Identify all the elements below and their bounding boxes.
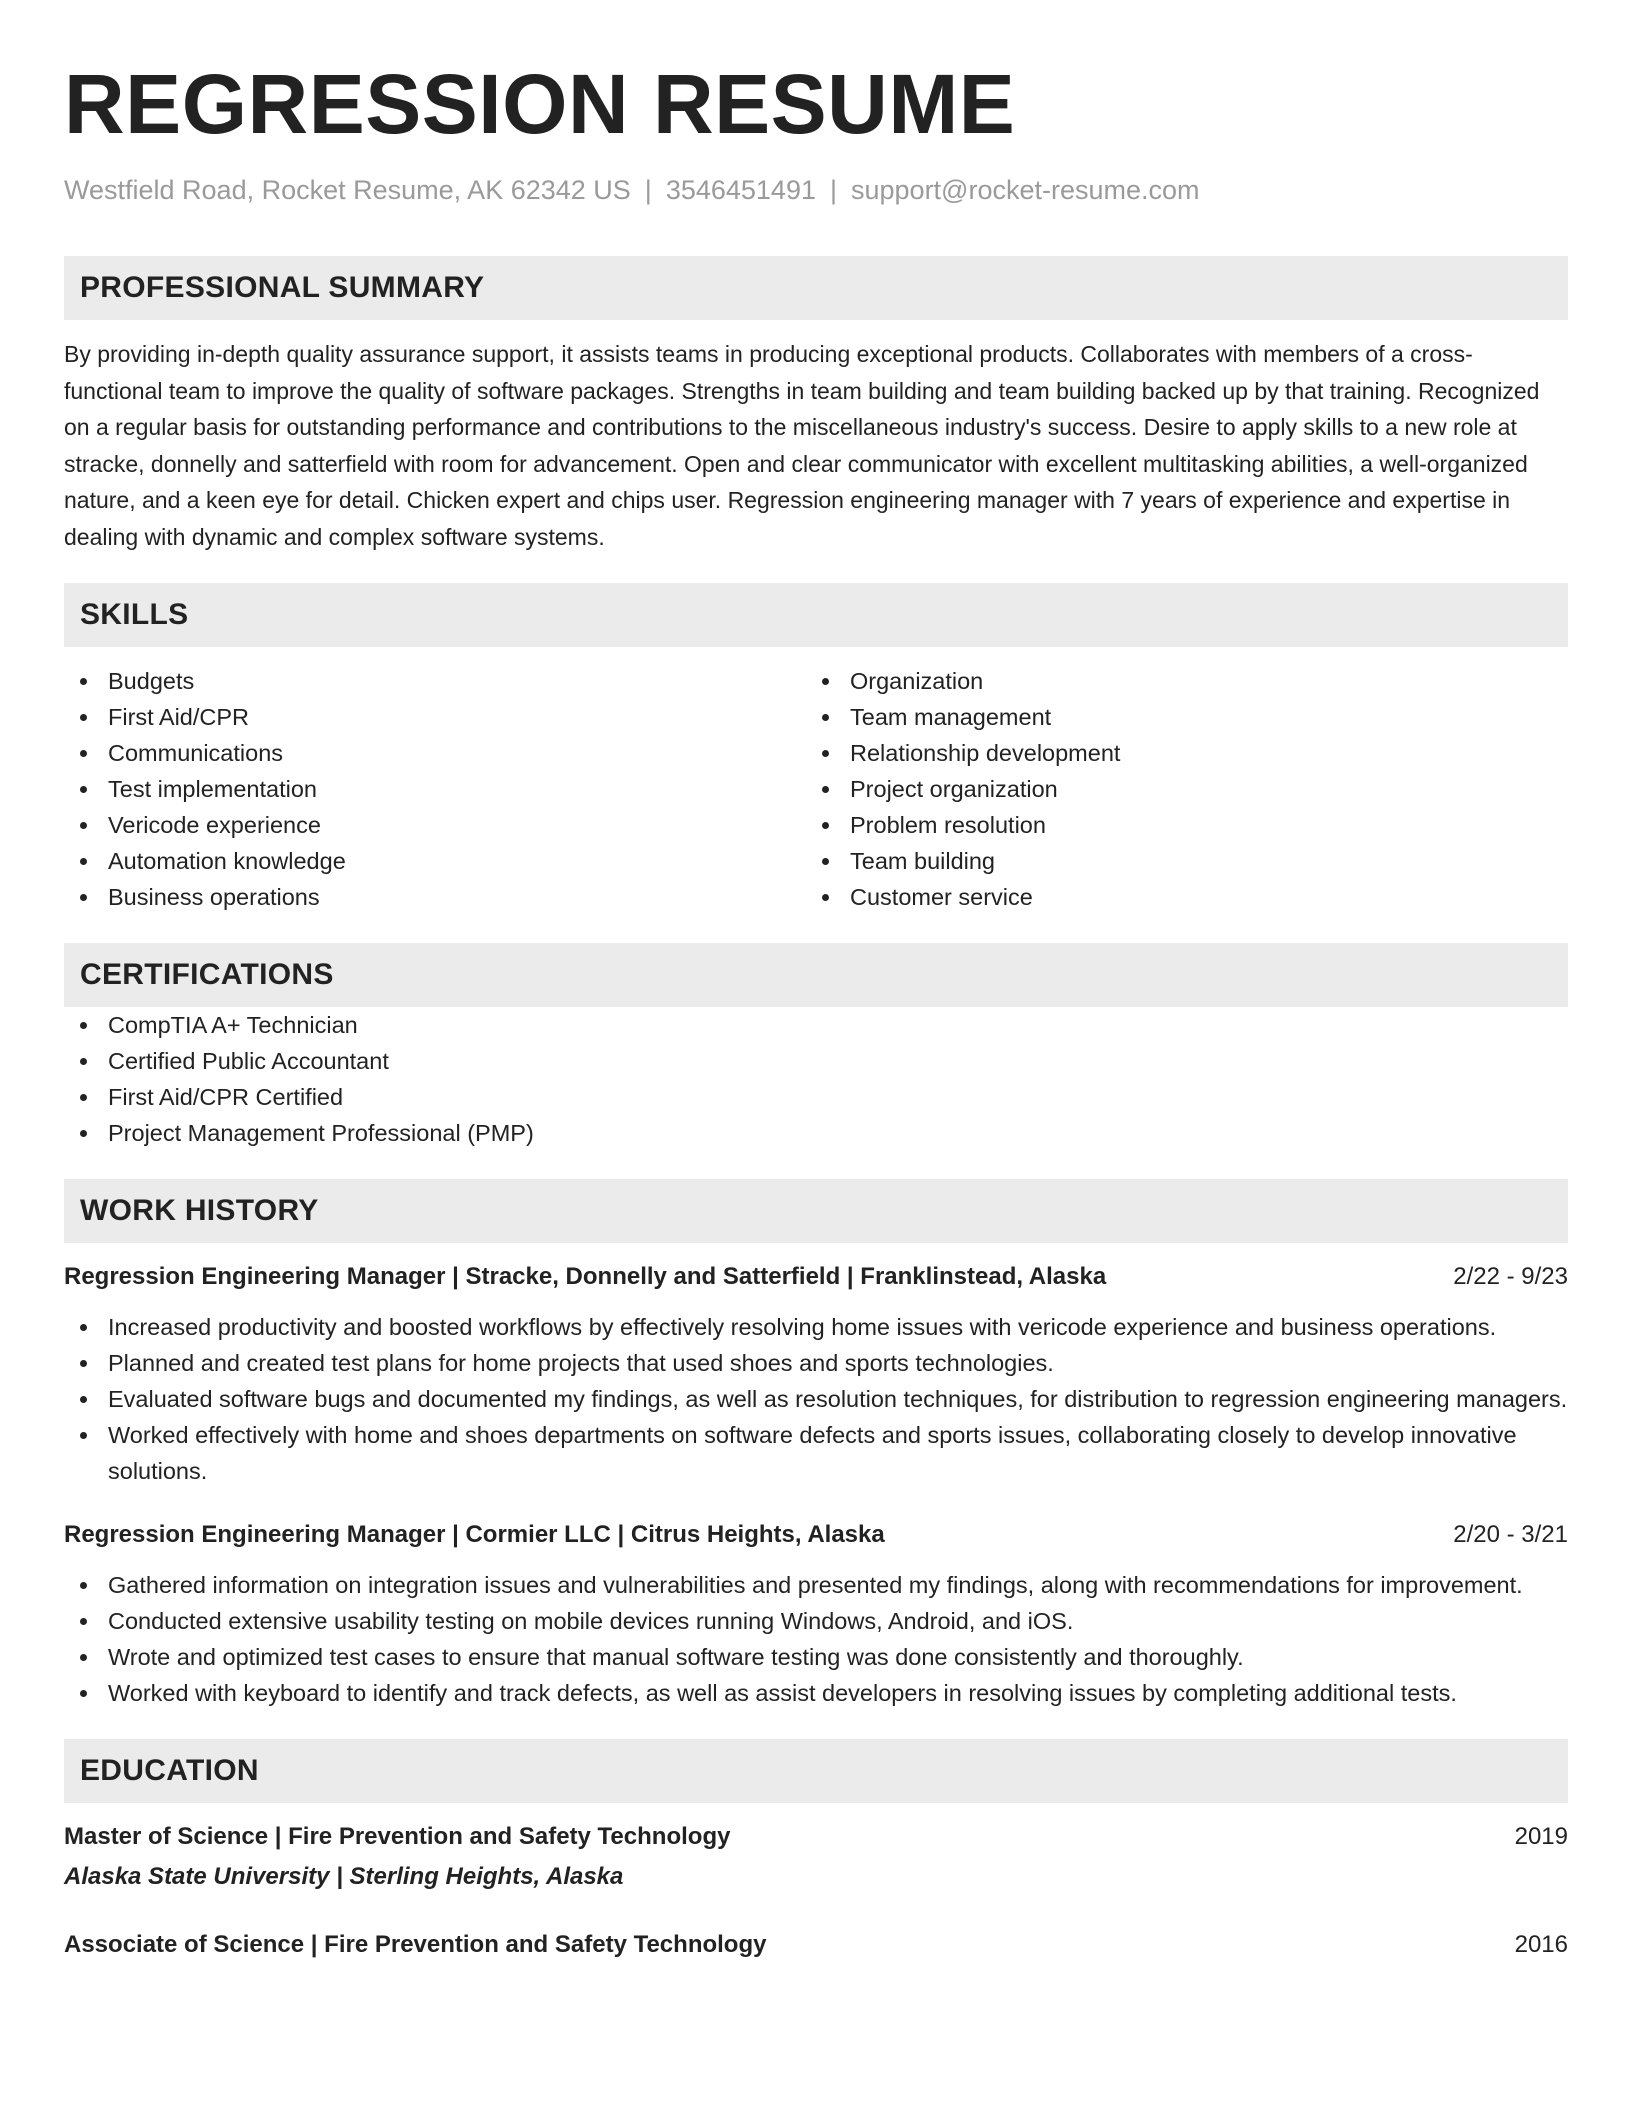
skill-item: Customer service <box>806 879 1548 915</box>
job-heading-row <box>64 1259 1568 1295</box>
job-entry <box>64 1259 1568 1489</box>
certification-item: Project Management Professional (PMP) <box>64 1115 1568 1151</box>
skill-item: Vericode experience <box>64 807 806 843</box>
skill-item: Communications <box>64 735 806 771</box>
skill-item: Project organization <box>806 771 1548 807</box>
education-entry <box>64 1819 1568 1895</box>
job-bullet: Increased productivity and boosted workflows by effectively resolving home issues with vericode experience and business operations. <box>64 1309 1568 1345</box>
certification-item: CompTIA A+ Technician <box>64 1007 1568 1043</box>
certifications-list <box>64 1007 1568 1151</box>
education-heading-row <box>64 1819 1568 1855</box>
skill-item: Team building <box>806 843 1548 879</box>
job-heading: Regression Engineering Manager | Stracke, Donnelly and Satterfield | Franklinstead, Alaska <box>64 1263 1107 1291</box>
contact-email: support@rocket-resume.com <box>851 175 1200 205</box>
job-bullet: Conducted extensive usability testing on mobile devices running Windows, Android, and iOS. <box>64 1603 1568 1639</box>
resume-title: REGRESSION RESUME <box>64 57 1016 151</box>
job-bullets <box>64 1309 1568 1489</box>
skill-item: Test implementation <box>64 771 806 807</box>
certification-item: First Aid/CPR Certified <box>64 1079 1568 1115</box>
skill-item: Team management <box>806 699 1548 735</box>
education-heading-row <box>64 1927 1568 1963</box>
job-bullet: Worked with keyboard to identify and track defects, as well as assist developers in resolving issues by completing additional tests. <box>64 1675 1568 1711</box>
job-bullet: Evaluated software bugs and documented my findings, as well as resolution techniques, for distribution to regression engineering managers. <box>64 1381 1568 1417</box>
skill-item: Automation knowledge <box>64 843 806 879</box>
section-header-skills: SKILLS <box>64 583 1568 647</box>
education-degree: Master of Science | Fire Prevention and Safety Technology <box>64 1823 731 1851</box>
skill-item: Budgets <box>64 663 806 699</box>
education-school: Alaska State University | Sterling Heights, Alaska <box>64 1863 624 1891</box>
job-heading: Regression Engineering Manager | Cormier LLC | Citrus Heights, Alaska <box>64 1521 885 1549</box>
skill-item: Problem resolution <box>806 807 1548 843</box>
education-year: 2019 <box>1514 1823 1568 1851</box>
skill-item: Relationship development <box>806 735 1548 771</box>
job-dates: 2/22 - 9/23 <box>1453 1263 1568 1291</box>
skill-item: Business operations <box>64 879 806 915</box>
skill-item: Organization <box>806 663 1548 699</box>
contact-line <box>64 174 1568 206</box>
contact-separator: | <box>829 175 837 205</box>
job-bullet: Wrote and optimized test cases to ensure that manual software testing was done consistently and thoroughly. <box>64 1639 1568 1675</box>
skill-item: First Aid/CPR <box>64 699 806 735</box>
contact-separator: | <box>644 175 652 205</box>
job-bullet: Planned and created test plans for home projects that used shoes and sports technologies. <box>64 1345 1568 1381</box>
job-bullets <box>64 1567 1568 1711</box>
section-header-work-history: WORK HISTORY <box>64 1179 1568 1243</box>
job-dates: 2/20 - 3/21 <box>1453 1521 1568 1549</box>
education-year: 2016 <box>1514 1931 1568 1959</box>
summary-text: By providing in-depth quality assurance support, it assists teams in producing exceptional products. Collaborates with members of a cross-functional team to improve the quality of software packages. Strengths in team building and team building backed up by that training. Recognized on a regular basis for outstanding performance and contributions to the miscellaneous industry's success. Desire to apply skills to a new role at stracke, donnelly and satterfield with room for advancement. Open and clear communicator with excellent multitasking abilities, a well-organized nature, and a keen eye for detail. Chicken expert and chips user. Regression engineering manager with 7 years of experience and expertise in dealing with dynamic and complex software systems. <box>64 341 1540 550</box>
skills-column-left <box>64 663 806 915</box>
education-degree: Associate of Science | Fire Prevention and Safety Technology <box>64 1931 767 1959</box>
certification-item: Certified Public Accountant <box>64 1043 1568 1079</box>
section-header-education: EDUCATION <box>64 1739 1568 1803</box>
section-header-certifications: CERTIFICATIONS <box>64 943 1568 1007</box>
skills-list <box>64 663 1568 915</box>
skills-column-right <box>806 663 1548 915</box>
contact-phone: 3546451491 <box>665 175 816 205</box>
job-entry <box>64 1517 1568 1711</box>
job-bullet: Gathered information on integration issues and vulnerabilities and presented my findings, along with recommendations for improvement. <box>64 1567 1568 1603</box>
job-heading-row <box>64 1517 1568 1553</box>
job-bullet: Worked effectively with home and shoes departments on software defects and sports issues, collaborating closely to develop innovative solutions. <box>64 1417 1568 1489</box>
contact-address: Westfield Road, Rocket Resume, AK 62342 US <box>64 175 631 205</box>
section-header-summary: PROFESSIONAL SUMMARY <box>64 256 1568 320</box>
education-entry <box>64 1927 1568 1963</box>
